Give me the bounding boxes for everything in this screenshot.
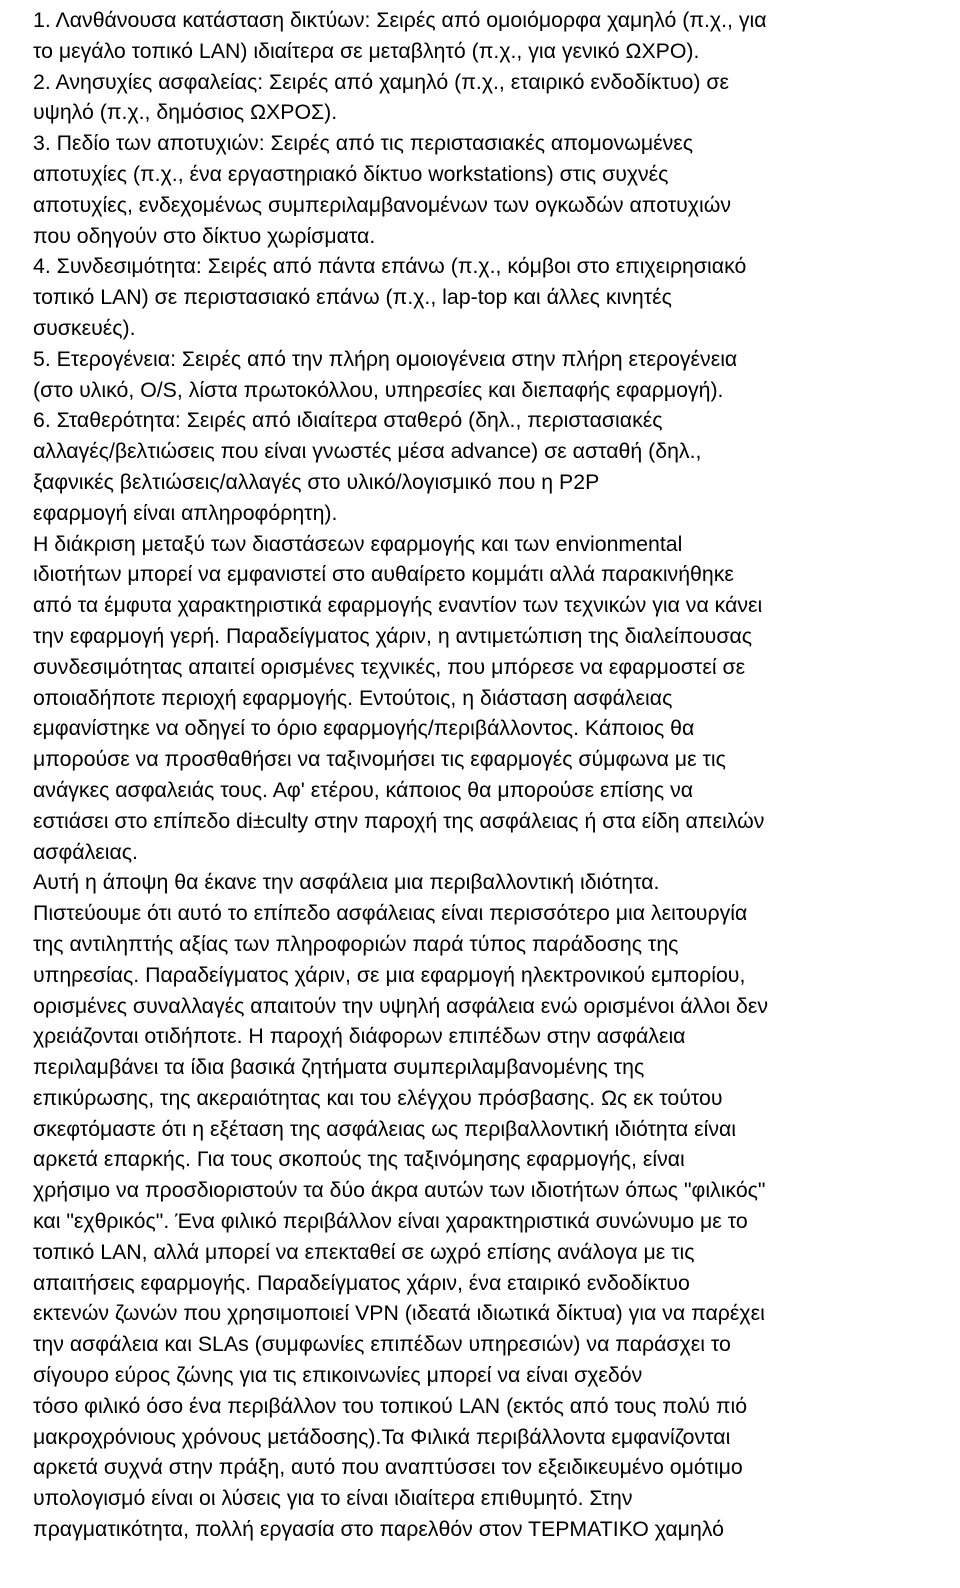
text-line: ανάγκες ασφαλειάς τους. Αφ' ετέρου, κάποιος θα μπορούσε επίσης να — [33, 777, 694, 802]
text-line: επικύρωσης, της ακεραιότητας και του ελέγχου πρόσβασης. Ως εκ τούτου — [33, 1085, 723, 1110]
text-line: μπορούσε να προσθαθήσει να ταξινομήσει τις εφαρμογές σύμφωνα με τις — [33, 747, 726, 772]
text-line: εκτενών ζωνών που χρησιμοποιεί VPN (ιδεατά ιδιωτικά δίκτυα) για να παρέχει — [33, 1301, 765, 1326]
text-line: που οδηγούν στο δίκτυο χωρίσματα. — [33, 223, 376, 248]
text-line: 3. Πεδίο των αποτυχιών: Σειρές από τις περιστασιακές απομονωμένες — [33, 131, 694, 156]
text-line: χρήσιμο να προσδιοριστούν τα δύο άκρα αυτών των ιδιοτήτων όπως "φιλικός" — [33, 1178, 766, 1203]
text-line: Η διάκριση μεταξύ των διαστάσεων εφαρμογής και των envionmental — [33, 531, 683, 556]
text-line: τόσο φιλικό όσο ένα περιβάλλον του τοπικού LAN (εκτός από τους πολύ πιό — [33, 1393, 748, 1418]
text-line: αλλαγές/βελτιώσεις που είναι γνωστές μέσα advance) σε ασταθή (δηλ., — [33, 439, 702, 464]
text-line: το μεγάλο τοπικό LAN) ιδιαίτερα σε μεταβλητό (π.χ., για γενικό ΩΧΡΟ). — [33, 38, 700, 63]
text-line: Πιστεύουμε ότι αυτό το επίπεδο ασφάλειας είναι περισσότερο μια λειτουργία — [33, 901, 748, 926]
text-line: 5. Ετερογένεια: Σειρές από την πλήρη ομοιογένεια στην πλήρη ετερογένεια — [33, 346, 738, 371]
text-line: της αντιληπτής αξίας των πληροφοριών παρά τύπος παράδοσης της — [33, 931, 679, 956]
text-line: 4. Συνδεσιμότητα: Σειρές από πάντα επάνω (π.χ., κόμβοι στο επιχειρησιακό — [33, 254, 747, 279]
text-line: αρκετά επαρκής. Για τους σκοπούς της ταξινόμησης εφαρμογής, είναι — [33, 1147, 685, 1172]
text-line: σκεφτόμαστε ότι η εξέταση της ασφάλειας ως περιβαλλοντική ιδιότητα είναι — [33, 1116, 737, 1141]
text-line: πραγματικότητα, πολλή εργασία στο παρελθόν στον ΤΕΡΜΑΤΙΚΟ χαμηλό — [33, 1517, 724, 1542]
text-line: Αυτή η άποψη θα έκανε την ασφάλεια μια περιβαλλοντική ιδιότητα. — [33, 870, 660, 895]
text-line: περιλαμβάνει τα ίδια βασικά ζητήματα συμπεριλαμβανομένης της — [33, 1055, 645, 1080]
text-line: υψηλό (π.χ., δημόσιος ΩΧΡΟΣ). — [33, 100, 338, 125]
text-line: συσκευές). — [33, 315, 136, 340]
text-line: 6. Σταθερότητα: Σειρές από ιδιαίτερα σταθερό (δηλ., περιστασιακές — [33, 408, 663, 433]
text-line: την ασφάλεια και SLAs (συμφωνίες επιπέδων υπηρεσιών) να παράσχει το — [33, 1332, 731, 1357]
text-line: ιδιοτήτων μπορεί να εμφανιστεί στο αυθαίρετο κομμάτι αλλά παρακινήθηκε — [33, 562, 734, 587]
text-line: χρειάζονται οτιδήποτε. Η παροχή διάφορων επιπέδων στην ασφάλεια — [33, 1024, 686, 1049]
text-line: απαιτήσεις εφαρμογής. Παραδείγματος χάριν, ένα εταιρικό ενδοδίκτυο — [33, 1270, 690, 1295]
text-line: εστιάσει στο επίπεδο di±culty στην παροχή της ασφάλειας ή στα είδη απειλών — [33, 808, 765, 833]
text-line: αποτυχίες (π.χ., ένα εργαστηριακό δίκτυο workstations) στις συχνές — [33, 161, 669, 186]
text-line: τοπικό LAN) σε περιστασιακό επάνω (π.χ., lap-top και άλλες κινητές — [33, 285, 672, 310]
text-line: και "εχθρικός". Ένα φιλικό περιβάλλον είναι χαρακτηριστικά συνώνυμο με το — [33, 1209, 748, 1234]
text-line: τοπικό LAN, αλλά μπορεί να επεκταθεί σε ωχρό επίσης ανάλογα με τις — [33, 1239, 695, 1264]
text-line: από τα έμφυτα χαρακτηριστικά εφαρμογής εναντίον των τεχνικών για να κάνει — [33, 593, 763, 618]
text-line: (στο υλικό, O/S, λίστα πρωτοκόλλου, υπηρεσίες και διεπαφής εφαρμογή). — [33, 377, 724, 402]
text-line: υπηρεσίας. Παραδείγματος χάριν, σε μια εφαρμογή ηλεκτρονικού εμπορίου, — [33, 962, 746, 987]
text-line: ασφάλειας. — [33, 839, 138, 864]
text-line: αποτυχίες, ενδεχομένως συμπεριλαμβανομένων των ογκωδών αποτυχιών — [33, 192, 731, 217]
text-line: 1. Λανθάνουσα κατάσταση δικτύων: Σειρές από ομοιόμορφα χαμηλό (π.χ., για — [33, 8, 767, 32]
text-line: ορισμένες συναλλαγές απαιτούν την υψηλή ασφάλεια ενώ ορισμένοι άλλοι δεν — [33, 993, 768, 1018]
text-line: εφαρμογή είναι απληροφόρητη). — [33, 500, 338, 525]
text-line: υπολογισμό είναι οι λύσεις για το είναι ιδιαίτερα επιθυμητό. Στην — [33, 1486, 633, 1511]
document-body — [33, 0, 960, 1545]
text-line: συνδεσιμότητας απαιτεί ορισμένες τεχνικές, που μπόρεσε να εφαρμοστεί σε — [33, 654, 746, 679]
text-line: εμφανίστηκε να οδηγεί το όριο εφαρμογής/περιβάλλοντος. Κάποιος θα — [33, 716, 695, 741]
text-line: οποιαδήποτε περιοχή εφαρμογής. Εντούτοις, η διάσταση ασφάλειας — [33, 685, 673, 710]
text-line: 2. Ανησυχίες ασφαλείας: Σειρές από χαμηλό (π.χ., εταιρικό ενδοδίκτυο) σε — [33, 69, 730, 94]
text-line: την εφαρμογή γερή. Παραδείγματος χάριν, η αντιμετώπιση της διαλείπουσας — [33, 623, 753, 648]
text-line: σίγουρο εύρος ζώνης για τις επικοινωνίες μπορεί να είναι σχεδόν — [33, 1363, 643, 1388]
text-line: αρκετά συχνά στην πράξη, αυτό που αναπτύσσει τον εξειδικευμένο ομότιμο — [33, 1455, 743, 1480]
text-line: μακροχρόνιους χρόνους μετάδοσης).Τα Φιλικά περιβάλλοντα εμφανίζονται — [33, 1424, 731, 1449]
text-line: ξαφνικές βελτιώσεις/αλλαγές στο υλικό/λογισμικό που η P2P — [33, 469, 600, 494]
